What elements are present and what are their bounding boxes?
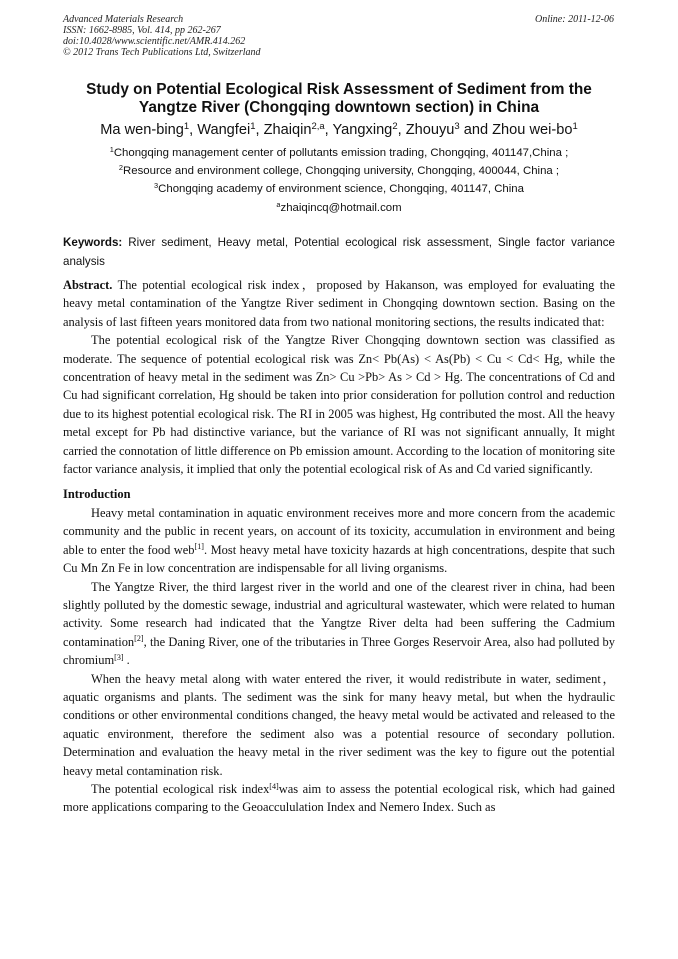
- author-name: Zhouyu: [405, 122, 455, 138]
- author-name: Yangxing: [332, 122, 393, 138]
- intro-text: was aim to assess the potential ecological risk, which had gained more applications comparing to the Geoaccululation Index and Nemero Index. Such as: [63, 781, 615, 815]
- journal-name: Advanced Materials Research: [63, 14, 184, 25]
- affil-mark: 1: [109, 144, 114, 154]
- email-text: zhaiqincq@hotmail.com: [280, 201, 402, 214]
- intro-text: . Most heavy metal have toxicity hazards at high concentrations, despite that such Cu Mn Zn Fe in low concentration are indispensable for all living organisms.: [63, 542, 615, 576]
- journal-header: [63, 14, 261, 58]
- affiliation-2: [40, 162, 638, 180]
- abstract-text: The potential ecological risk index，proposed by Hakanson, was employed for evaluating the heavy metal contamination of the Yangtze River sediment in Chongqing downtown section. Basing on the analysis of last fifteen years monitored data from two national monitoring sections, the results indicated that:: [63, 278, 615, 329]
- affiliation-list: [40, 144, 638, 217]
- intro-text: Heavy metal contamination in aquatic environment receives more and more concern from the academic community and the public in recent years, on account of its toxicity, accumulation in environment and being able to enter the food web: [63, 505, 615, 557]
- keywords: [63, 233, 615, 271]
- online-date: Online: 2011-12-06: [535, 14, 614, 25]
- intro-paragraph-4: [63, 780, 615, 817]
- intro-paragraph-3: When the heavy metal along with water entered the river, it would redistribute in water, sediment，aquatic organisms and plants. The sediment was the sink for many heavy metal, but when the hydraulic conditions or other environmental conditions changed, the heavy metal would be activated and released to the aquatic environment, therefore the sediment also was a potential resource of secondary pollution. Determination and evaluation the heavy metal in the river sediment was the key to figure out the potential heavy metal contamination risk.: [63, 671, 615, 778]
- affil-mark: a: [276, 199, 281, 209]
- author-name: Zhou wei-bo: [492, 122, 573, 138]
- intro-text: The Yangtze River, the third largest river in the world and one of the clearest river in china, had been slightly polluted by the domestic sewage, industrial and agricultural wastewater, which were related to human activity. Some research had indicated that the Yangtze River delta had been suffering the Cadmium contamination: [63, 579, 615, 649]
- author-separator: ,: [189, 122, 198, 138]
- author-separator: ,: [324, 122, 333, 138]
- author-affil-mark: 1: [250, 120, 256, 132]
- affil-mark: 3: [154, 181, 159, 191]
- affil-text: Chongqing management center of pollutants emission trading, Chongqing, 401147,China ;: [113, 147, 569, 159]
- corresponding-email: [40, 199, 638, 217]
- author-affil-mark: 1: [183, 120, 190, 132]
- author-separator: ,: [397, 122, 406, 138]
- intro-text: , the Daning River, one of the tributaries in Three Gorges Reservoir Area, also had polluted by chromium: [63, 634, 615, 668]
- author-name: Zhaiqin: [263, 122, 312, 138]
- author-affil-mark: 3: [454, 120, 460, 132]
- author-name: Wangfei: [197, 122, 251, 138]
- author-name: Ma wen-bing: [100, 122, 184, 138]
- paper-body: [63, 276, 615, 817]
- issn-line: ISSN: 1662-8985, Vol. 414, pp 262-267: [63, 25, 221, 36]
- paper-title: [63, 81, 615, 117]
- author-affil-mark: 2,a: [311, 120, 325, 132]
- affil-text: Chongqing academy of environment science, Chongqing, 401147, China: [158, 183, 524, 196]
- author-list: [40, 121, 638, 139]
- author-affil-mark: 2: [392, 120, 398, 132]
- citation: [1]: [194, 542, 204, 552]
- abstract-label: Abstract.: [63, 278, 113, 292]
- citation: [2]: [134, 634, 144, 644]
- copyright-line: © 2012 Trans Tech Publications Ltd, Switzerland: [63, 47, 261, 58]
- intro-text: The potential ecological risk index: [91, 781, 270, 796]
- abstract-paragraph-1: [63, 276, 615, 331]
- citation: [3]: [114, 652, 124, 662]
- citation: [4]: [269, 781, 279, 791]
- abstract-paragraph-2: The potential ecological risk of the Yangtze River Chongqing downtown section was classified as moderate. The sequence of potential ecological risk was Zn< Pb(As) < As(Pb) < Cu < Cd< Hg, while the concentration of heavy metal in the sediment was Zn> Cu >Pb> As > Cd > Hg. The concentrations of Cd and Cu had significant correlation, Hg should be taken into prior consideration for pollution control and reduction due to its highest potential ecological risk. The RI in 2005 was highest, Hg contributed the most. All the heavy metal except for Pb had distinctive variance, but the variance of RI was not significant annually, It might carried the connotation of little difference on Pb emission amount. According to the location of monitoring site factor variance analysis, it implied that only the potential ecological risk of As and Cd varied significantly.: [63, 333, 615, 477]
- intro-paragraph-2: [63, 578, 615, 670]
- keywords-label: Keywords:: [63, 236, 123, 249]
- affil-mark: 2: [118, 163, 124, 173]
- affil-text: Resource and environment college, Chongqing university, Chongqing, 400044, China ;: [123, 165, 560, 178]
- intro-paragraph-1: [63, 504, 615, 578]
- intro-text: .: [123, 653, 130, 668]
- introduction-heading: Introduction: [63, 487, 131, 502]
- author-affil-mark: 1: [572, 120, 578, 132]
- doi-line: doi:10.4028/www.scientific.net/AMR.414.262: [63, 36, 246, 47]
- title-line-1: Study on Potential Ecological Risk Assessment of Sediment from the: [86, 81, 592, 98]
- author-separator: and: [459, 122, 493, 138]
- affiliation-3: [40, 180, 638, 198]
- affiliation-1: [40, 144, 638, 162]
- keywords-text: River sediment, Heavy metal, Potential ecological risk assessment, Single factor variance analysis: [63, 236, 615, 268]
- title-line-2: Yangtze River (Chongqing downtown section) in China: [138, 99, 540, 116]
- author-separator: ,: [255, 122, 264, 138]
